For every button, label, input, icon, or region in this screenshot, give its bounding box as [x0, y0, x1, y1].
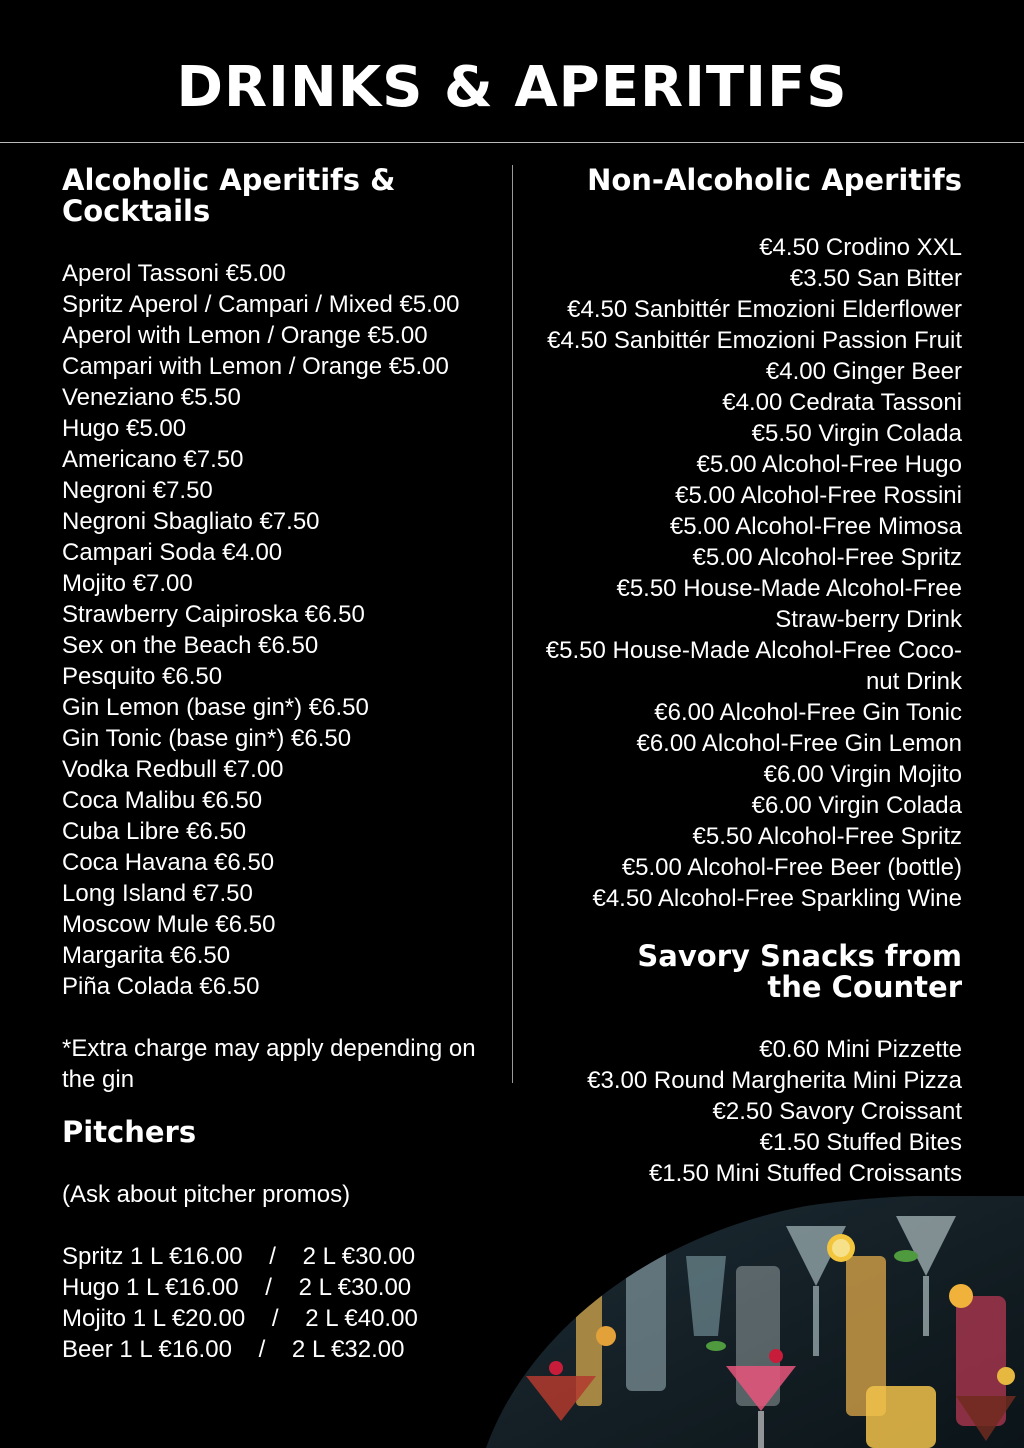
header-divider — [0, 142, 1024, 143]
menu-item: Piña Colada €6.50 — [62, 973, 260, 1000]
menu-item: Campari with Lemon / Orange €5.00 — [62, 353, 449, 380]
menu-item: €1.50 Mini Stuffed Croissants — [648, 1160, 962, 1187]
menu-item: €4.50 Crodino XXL — [759, 234, 962, 261]
menu-item: €0.60 Mini Pizzette — [759, 1036, 962, 1063]
alcoholic-list — [62, 258, 507, 1002]
left-column — [62, 165, 507, 1365]
menu-item: Hugo €5.00 — [62, 415, 187, 442]
menu-item: Mojito €7.00 — [62, 570, 193, 597]
menu-item: Gin Lemon (base gin*) €6.50 — [62, 694, 369, 721]
menu-item: Margarita €6.50 — [62, 942, 231, 969]
gin-footnote: *Extra charge may apply depending on the gin — [62, 1035, 476, 1093]
menu-item: €4.00 Cedrata Tassoni — [722, 389, 962, 416]
non-alcoholic-list — [512, 232, 962, 914]
menu-item: Coca Malibu €6.50 — [62, 787, 263, 814]
menu-item: Negroni €7.50 — [62, 477, 213, 504]
menu-item: Spritz Aperol / Campari / Mixed €5.00 — [62, 291, 460, 318]
menu-item: €5.50 House-Made Alcohol-Free Straw-berry Drink — [616, 575, 962, 633]
menu-item: €5.00 Alcohol-Free Spritz — [692, 544, 962, 571]
menu-item: €6.00 Virgin Colada — [751, 792, 962, 819]
pitchers-list — [62, 1241, 507, 1365]
menu-item: Negroni Sbagliato €7.50 — [62, 508, 320, 535]
menu-item: Pesquito €6.50 — [62, 663, 223, 690]
pitchers-heading: Pitchers — [62, 1115, 197, 1149]
menu-item: Americano €7.50 — [62, 446, 244, 473]
right-column — [512, 165, 962, 1189]
menu-item: €2.50 Savory Croissant — [712, 1098, 962, 1125]
menu-item: €5.00 Alcohol-Free Mimosa — [669, 513, 962, 540]
menu-item: €5.00 Alcohol-Free Rossini — [675, 482, 962, 509]
menu-item: Sex on the Beach €6.50 — [62, 632, 319, 659]
menu-item: €4.50 Sanbittér Emozioni Elderflower — [567, 296, 962, 323]
menu-item: Long Island €7.50 — [62, 880, 253, 907]
menu-item: Veneziano €5.50 — [62, 384, 241, 411]
menu-item: €5.00 Alcohol-Free Hugo — [696, 451, 962, 478]
pitcher-item: Hugo 1 L €16.00 / 2 L €30.00 — [62, 1274, 412, 1301]
menu-item: Cuba Libre €6.50 — [62, 818, 247, 845]
menu-item: €4.00 Ginger Beer — [765, 358, 962, 385]
menu-item: Moscow Mule €6.50 — [62, 911, 276, 938]
page-title: DRINKS & APERITIFS — [176, 55, 848, 120]
menu-item: €4.50 Alcohol-Free Sparkling Wine — [592, 885, 962, 912]
menu-item: Aperol with Lemon / Orange €5.00 — [62, 322, 428, 349]
pitcher-promo-note: (Ask about pitcher promos) — [62, 1181, 351, 1208]
menu-item: €5.50 House-Made Alcohol-Free Coco-nut Drink — [545, 637, 962, 695]
menu-item: €1.50 Stuffed Bites — [759, 1129, 962, 1156]
pitcher-item: Mojito 1 L €20.00 / 2 L €40.00 — [62, 1305, 418, 1332]
menu-item: €5.50 Virgin Colada — [751, 420, 962, 447]
menu-item: €5.00 Alcohol-Free Beer (bottle) — [621, 854, 962, 881]
menu-item: €6.00 Alcohol-Free Gin Tonic — [654, 699, 962, 726]
snacks-heading: Savory Snacks from the Counter — [637, 939, 962, 1004]
menu-item: €6.00 Virgin Mojito — [763, 761, 962, 788]
pitcher-item: Spritz 1 L €16.00 / 2 L €30.00 — [62, 1243, 416, 1270]
snacks-list — [512, 1034, 962, 1189]
menu-item: Aperol Tassoni €5.00 — [62, 260, 286, 287]
menu-item: €3.50 San Bitter — [789, 265, 962, 292]
alcoholic-heading: Alcoholic Aperitifs & Cocktails — [62, 163, 396, 228]
menu-item: Gin Tonic (base gin*) €6.50 — [62, 725, 352, 752]
menu-item: Coca Havana €6.50 — [62, 849, 275, 876]
pitcher-item: Beer 1 L €16.00 / 2 L €32.00 — [62, 1336, 405, 1363]
menu-item: €3.00 Round Margherita Mini Pizza — [587, 1067, 962, 1094]
non-alcoholic-heading: Non-Alcoholic Aperitifs — [587, 163, 962, 197]
menu-item: €6.00 Alcohol-Free Gin Lemon — [636, 730, 962, 757]
cocktails-photo — [486, 1196, 1024, 1448]
menu-item: Strawberry Caipiroska €6.50 — [62, 601, 365, 628]
menu-item: €5.50 Alcohol-Free Spritz — [692, 823, 962, 850]
menu-item: €4.50 Sanbittér Emozioni Passion Fruit — [547, 327, 962, 354]
menu-item: Vodka Redbull €7.00 — [62, 756, 284, 783]
menu-item: Campari Soda €4.00 — [62, 539, 283, 566]
